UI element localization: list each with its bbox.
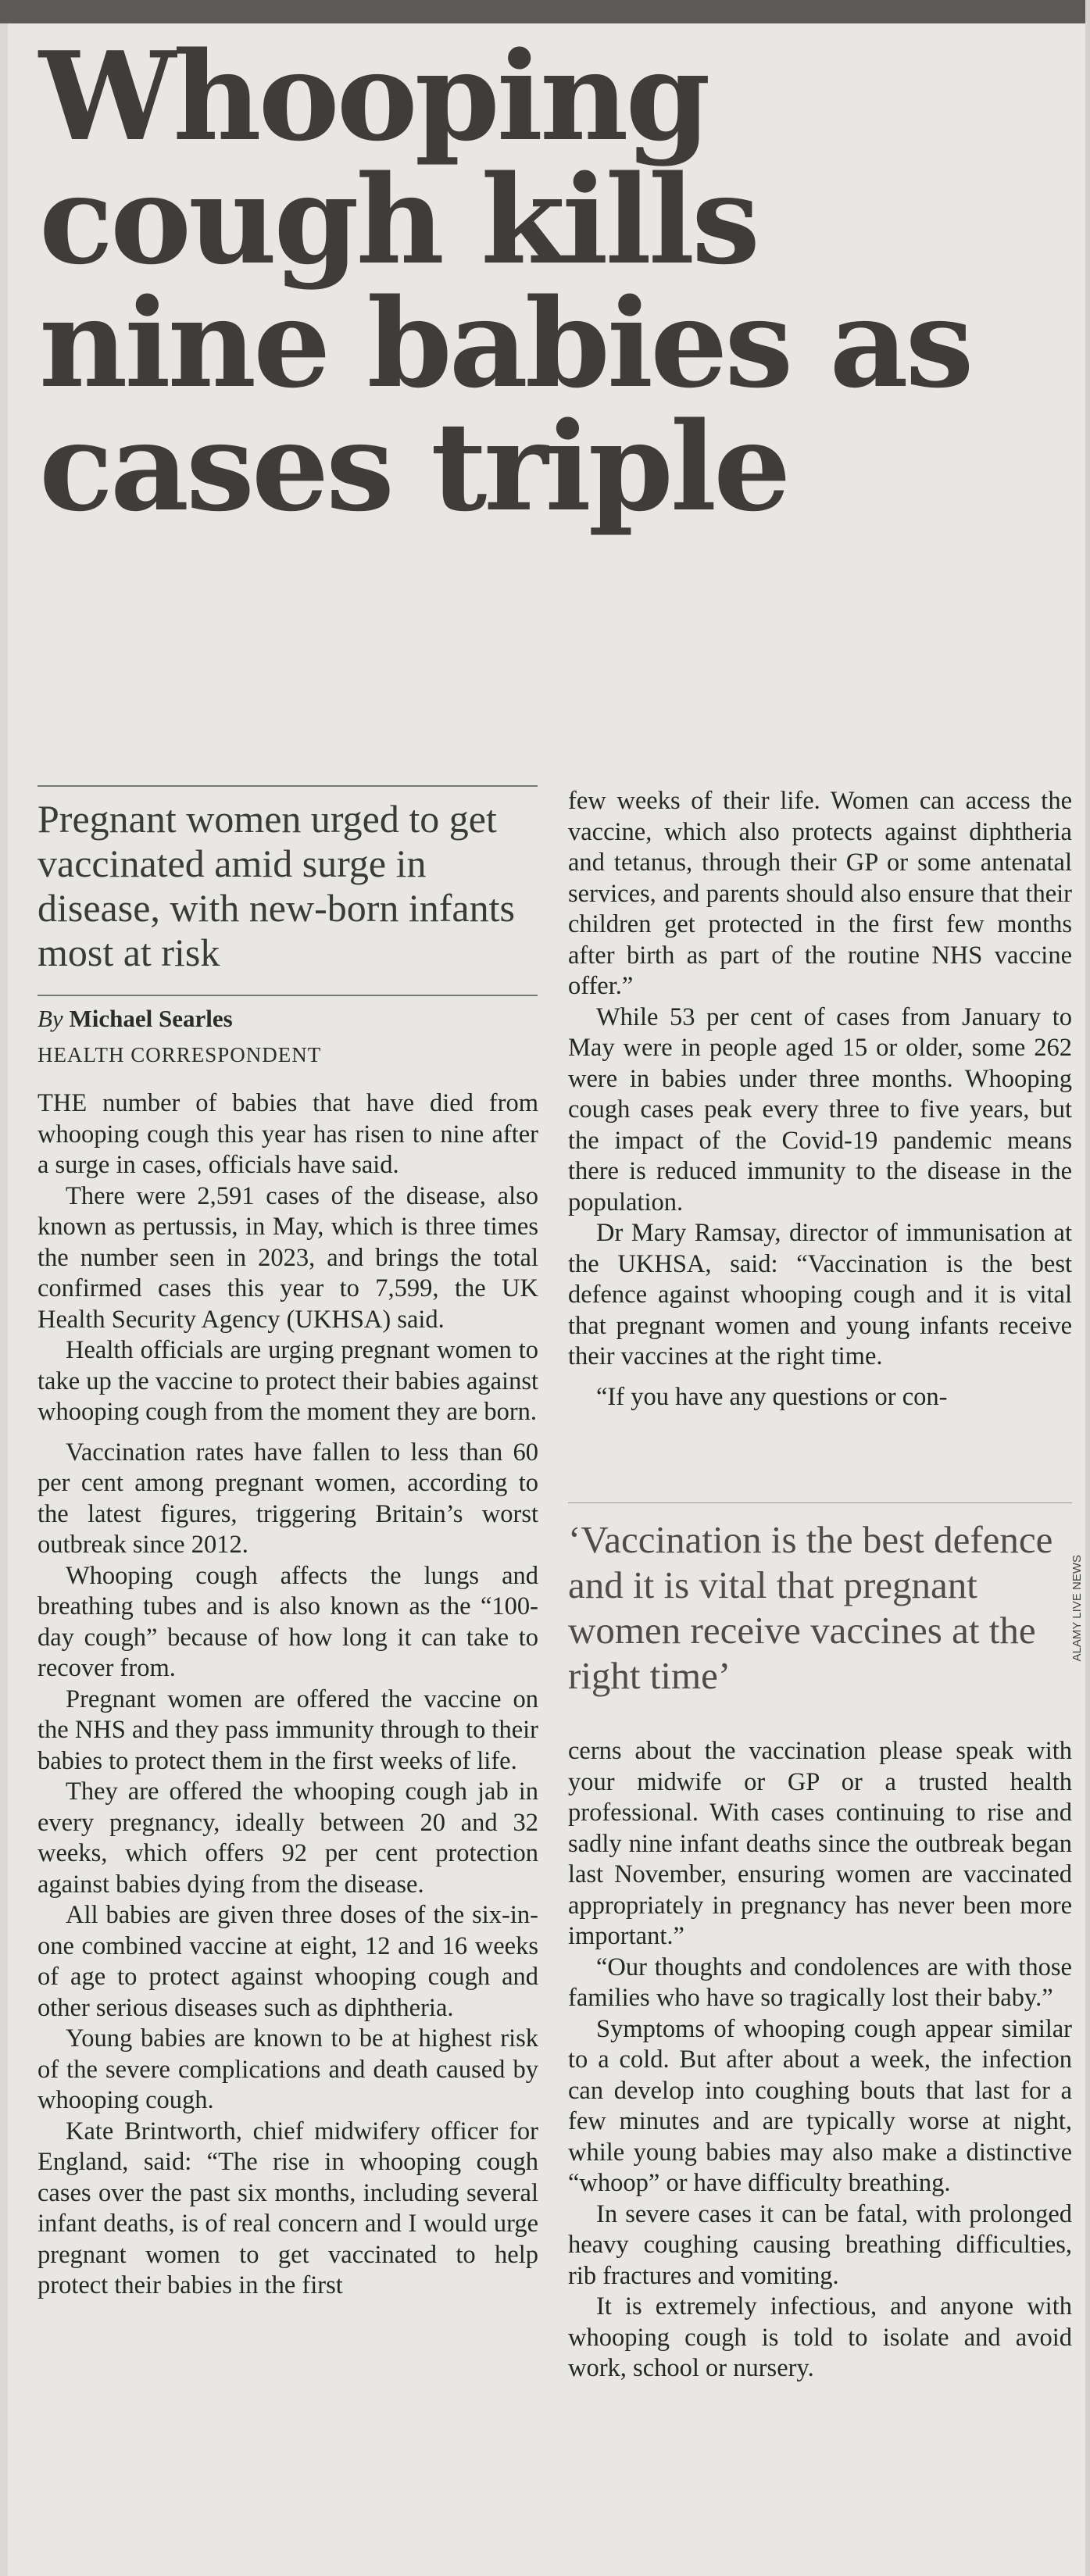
body-paragraph: Young babies are known to be at highest risk of the severe complications and death caused by whooping cough. xyxy=(38,2024,538,2114)
body-paragraph: THE number of babies that have died from whooping cough this year has risen to nine after a surge in cases, officials have said. xyxy=(38,1089,538,1179)
pull-quote: ‘Vaccination is the best defence and it is vital that pregnant women receive vaccines at the right time’ xyxy=(568,1518,1053,1697)
body-paragraph: Kate Brintworth, chief midwifery officer for England, said: “The rise in whooping cough cases over the past six months, including several infant deaths, is of real concern and I would urge pregnant women to get vaccinated to help protect their babies in the first xyxy=(38,2117,538,2299)
body-paragraph: Health officials are urging pregnant women to take up the vaccine to protect their babies against whooping cough from the moment they are born. xyxy=(38,1336,538,1426)
page-right-edge xyxy=(1085,0,1090,2576)
body-paragraph: few weeks of their life. Women can access the vaccine, which also protects against diphtheria and tetanus, through their GP or some antenatal services, and parents should also ensure that their children get protected in the first few months after birth as part of the routine NHS vaccine offer.” xyxy=(568,787,1072,1000)
body-paragraph: Whooping cough affects the lungs and breathing tubes and is also known as the “100-day cough” because of how long it can take to recover from. xyxy=(38,1561,538,1682)
body-paragraph: Pregnant women are offered the vaccine on the NHS and they pass immunity through to their babies to protect them in the first weeks of life. xyxy=(38,1685,538,1775)
body-paragraph: “If you have any questions or con- xyxy=(596,1382,948,1411)
headline: Whooping cough kills nine babies as cases triple xyxy=(39,25,971,538)
page-left-edge xyxy=(0,23,8,2576)
standfirst-bottom-rule xyxy=(38,995,538,996)
byline xyxy=(38,1003,538,1034)
body-paragraph: “Our thoughts and condolences are with those families who have so tragically lost their baby.” xyxy=(568,1953,1072,2012)
author-role: HEALTH CORRESPONDENT xyxy=(38,1043,322,1066)
author-name: Michael Searles xyxy=(69,1005,233,1032)
standfirst: Pregnant women urged to get vaccinated amid surge in disease, with new-born infants most at risk xyxy=(38,797,515,974)
article-column-2-bottom xyxy=(568,1736,1072,2385)
body-paragraph: Symptoms of whooping cough appear similar to a cold. But after about a week, the infection can develop into coughing bouts that last for a few minutes and are typically worse at night, while young babies may also make a distinctive “whoop” or have difficulty breathing. xyxy=(568,2014,1072,2197)
body-paragraph: All babies are given three doses of the six-in-one combined vaccine at eight, 12 and 16 weeks of age to protect against whooping cough and other serious diseases such as diphtheria. xyxy=(38,1901,538,2022)
pull-quote-top-rule xyxy=(568,1502,1072,1503)
body-paragraph: In severe cases it can be fatal, with prolonged heavy coughing causing breathing difficulties, rib fractures and vomiting. xyxy=(568,2199,1072,2290)
standfirst-top-rule xyxy=(38,785,538,787)
body-paragraph: They are offered the whooping cough jab in every pregnancy, ideally between 20 and 32 weeks, which offers 92 per cent protection against babies dying from the disease. xyxy=(38,1777,538,1899)
body-paragraph: It is extremely infectious, and anyone with whooping cough is told to isolate and avoid work, school or nursery. xyxy=(568,2292,1072,2382)
body-paragraph: While 53 per cent of cases from January to May were in people aged 15 or older, some 262 were in babies under three months. Whooping cough cases peak every three to five years, but the impact of the Covid-19 pandemic means there is reduced immunity to the disease in the population. xyxy=(568,1002,1072,1217)
body-paragraph: There were 2,591 cases of the disease, also known as pertussis, in May, which is three times the number seen in 2023, and brings the total confirmed cases this year to 7,599, the UK Health Security Agency (UKHSA) said. xyxy=(38,1181,538,1334)
article-column-1 xyxy=(38,1088,538,2302)
byline-prefix: By xyxy=(38,1005,63,1032)
page-top-border xyxy=(0,0,1090,23)
body-paragraph: Vaccination rates have fallen to less than 60 per cent among pregnant women, according to the latest figures, triggering Britain’s worst outbreak since 2012. xyxy=(38,1438,538,1559)
body-paragraph: Dr Mary Ramsay, director of immunisation at the UKHSA, said: “Vaccination is the best defence against whooping cough and it is vital that pregnant women and young infants receive their vaccines at the right time. xyxy=(568,1219,1072,1370)
photo-credit: ALAMY LIVE NEWS xyxy=(1070,1555,1084,1662)
article-column-2-top xyxy=(568,786,1072,1413)
body-paragraph: cerns about the vaccination please speak with your midwife or GP or a trusted health professional. With cases continuing to rise and sadly nine infant deaths since the outbreak began last November, ensuring women are vaccinated appropriately in pregnancy has never been more important.” xyxy=(568,1737,1072,1950)
